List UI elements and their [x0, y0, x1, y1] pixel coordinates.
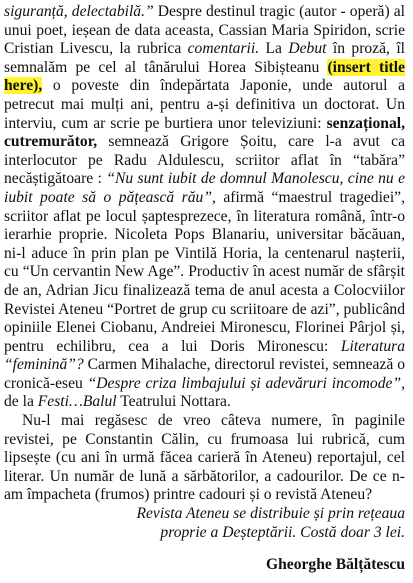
italic-run: Festi…Balul [37, 393, 117, 411]
text-run: Despre destinul tragic (autor - operă) al unui poet, ieșean de data aceasta, Cassian Maria Spiridon, scrie Cristian Livescu, la rubrica [4, 3, 406, 58]
text-run: Carmen Mihalache, directorul revistei, semnează o cronică-eseu [4, 356, 405, 392]
text-run: în proză, îl semnalăm pe cel al tânărului Horea Sibișteanu [4, 40, 405, 76]
italic-run: Debut [288, 40, 327, 58]
text-run: semnează Grigore Șoitu, care l-a avut ca interlocutor pe Radu Aldulescu, scriitor aflat în “tabăra” necăștigătoare : [4, 133, 405, 188]
distribution-note-line-1: Revista Ateneu se distribuie și prin rețeaua [136, 505, 405, 523]
italic-run: comentarii. [187, 40, 260, 58]
highlighted-placeholder: (insert title here), [4, 58, 405, 95]
distribution-note-line-2: proprie a Deșteptării. Costă doar 3 lei. [160, 523, 405, 541]
text-run: afirmă “maestrul tragediei”, scriitor aflat pe locul șaptesprezece, în literatura română, într-o ierarhie proprie. Nicoleta Pops Blanariu, universitar băcăuan, ni-l aduce în prin plan pe Vintilă Horia, la centenarul nașterii, cu “Un cervantin New Age”. Productiv în acest număr de sfârșit de an, Adrian Jicu finalizează tema de anul acesta a Colocviilor Revistei Ateneu “Portret de grup cu scriitoare de azi”, publicând opiniile Elenei Ciobanu, Andreiei Mironescu, Florinei Pârjol și, pentru echilibru, cea a lui Doris Mironescu: [4, 188, 405, 355]
author-signature: Gheorghe Bălțătescu [265, 556, 405, 573]
italic-run: “Despre criza limbajului și adevăruri incomode”, [87, 374, 405, 392]
text-run: de la [4, 393, 38, 411]
italic-run: siguranță, delectabilă.” [4, 3, 154, 20]
article-paragraph-1 [4, 3, 405, 412]
bold-run: senzațional, cutremurător, [4, 114, 405, 151]
text-run: o poveste din îndepărtata Japonie, unde autorul a petrecut mai mulți ani, pentru a-și definitiva un doctorat. Un interviu, cum ar scrie pe burtiera unor televiziuni: [4, 77, 405, 132]
italic-run: “Nu sunt iubit de domnul Manolescu, cine nu e iubit poate să o pățească rău”, [4, 170, 406, 206]
article-paragraph-2: Nu-l mai regăsesc de vreo câteva numere, în paginile revistei, pe Constantin Călin, cu frumoasa lui rubrică, cum lipsește (cu ani în urmă făcea carieră în Ateneu) reportajul, cel literar. Un număr de lună a sărbătorilor, a cadourilor. De ce n-am împacheta (frumos) printre cadouri și o revistă Ateneu? [4, 412, 405, 504]
italic-run: Literatura “feminină”? [4, 337, 405, 374]
text-run: Teatrului Nottara. [116, 393, 231, 411]
text-run: La [259, 40, 289, 58]
